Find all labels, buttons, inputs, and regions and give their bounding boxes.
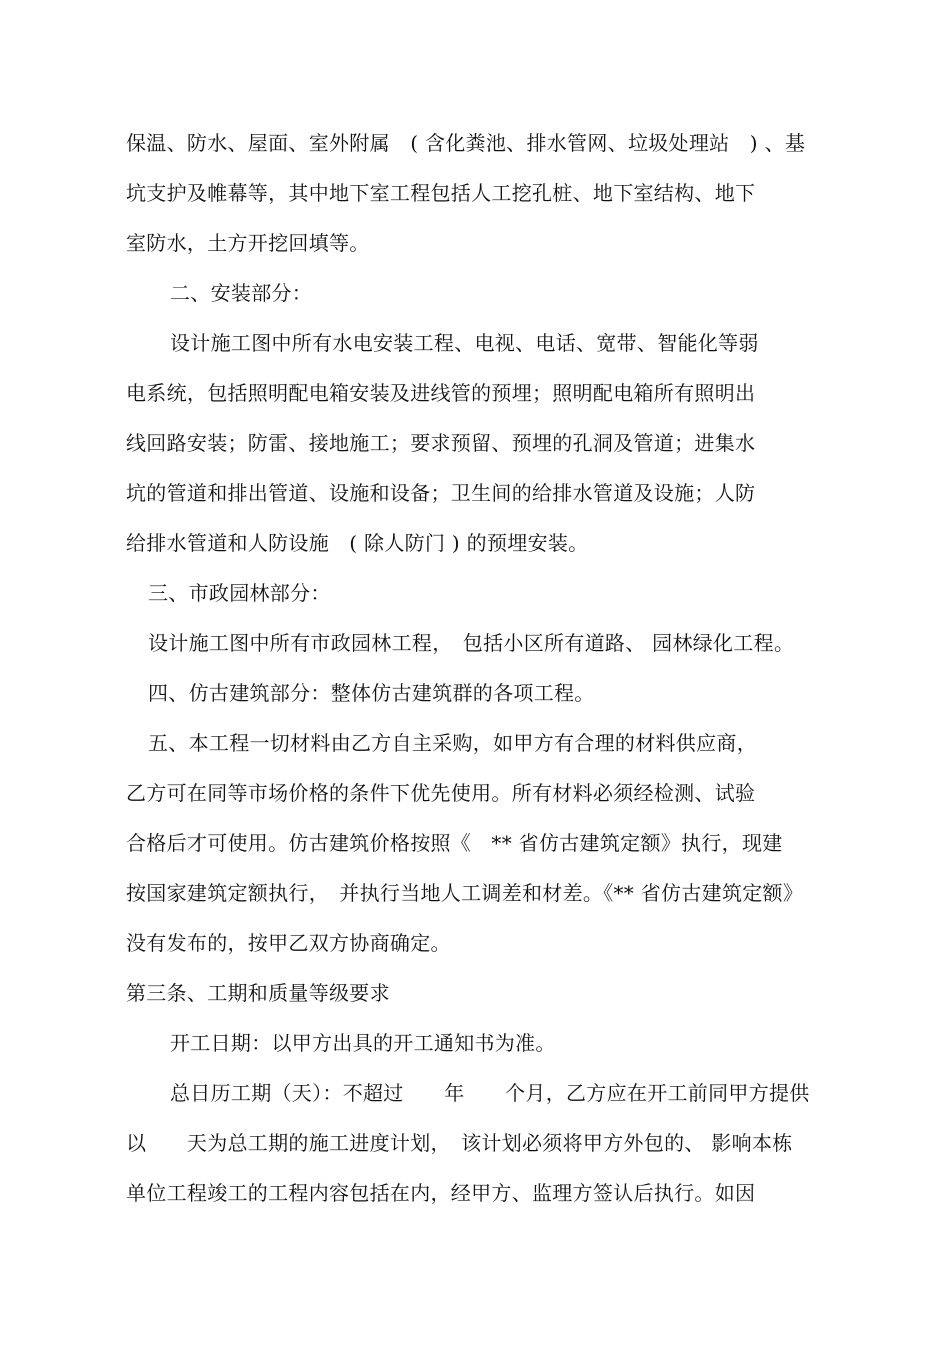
text-line: 按国家建筑定额执行， 并执行当地人工调差和材差。《** 省仿古建筑定额》 xyxy=(126,881,804,905)
article-heading: 第三条、工期和质量等级要求 xyxy=(126,981,390,1005)
text-line: 以 天为总工期的施工进度计划， 该计划必须将甲方外包的、 影响本栋 xyxy=(126,1131,793,1155)
text-line: 总日历工期（天）：不超过 年 个月，乙方应在开工前同甲方提供 xyxy=(170,1081,810,1105)
text-line: 电系统，包括照明配电箱安装及进线管的预埋；照明配电箱所有照明出 xyxy=(126,381,756,405)
text-line: 没有发布的，按甲乙双方协商确定。 xyxy=(126,931,451,955)
section-heading: 五、本工程一切材料由乙方自主采购，如甲方有合理的材料供应商， xyxy=(148,731,757,755)
text-line: 开工日期：以甲方出具的开工通知书为准。 xyxy=(170,1031,556,1055)
text-line: 坑的管道和排出管道、设施和设备；卫生间的给排水管道及设施；人防 xyxy=(126,481,756,505)
text-line: 合格后才可使用。仿古建筑价格按照《 ** 省仿古建筑定额》执行，现建 xyxy=(126,831,783,855)
text-line: 乙方可在同等市场价格的条件下优先使用。所有材料必须经检测、试验 xyxy=(126,781,756,805)
text-line: 保温、防水、屋面、室外附属 ( 含化粪池、排水管网、垃圾处理站 ) 、基 xyxy=(126,131,806,155)
section-heading: 三、市政园林部分： xyxy=(148,581,331,605)
text-line: 设计施工图中所有水电安装工程、电视、电话、宽带、智能化等弱 xyxy=(170,331,759,355)
section-heading: 四、仿古建筑部分：整体仿古建筑群的各项工程。 xyxy=(148,681,595,705)
text-line: 线回路安装；防雷、接地施工；要求预留、预埋的孔洞及管道；进集水 xyxy=(126,431,756,455)
text-line: 室防水，土方开挖回填等。 xyxy=(126,231,370,255)
text-line: 单位工程竣工的工程内容包括在内，经甲方、监理方签认后执行。如因 xyxy=(126,1181,756,1205)
text-line: 给排水管道和人防设施 ( 除人防门 ) 的预埋安装。 xyxy=(126,531,589,555)
section-heading: 二、安装部分： xyxy=(170,281,313,305)
text-line: 坑支护及帷幕等，其中地下室工程包括人工挖孔桩、地下室结构、地下 xyxy=(126,181,756,205)
text-line: 设计施工图中所有市政园林工程， 包括小区所有道路、 园林绿化工程。 xyxy=(148,631,795,655)
